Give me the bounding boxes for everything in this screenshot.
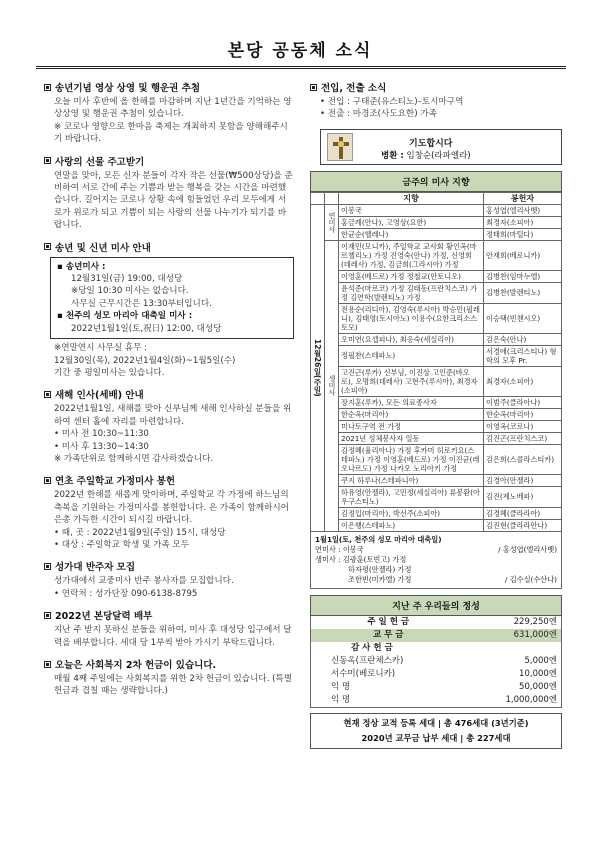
section-heading: 새해 인사(세배) 안내: [55, 390, 144, 402]
section-note: ※ 코로나 영향으로 한마음 축제는 개최하지 못함을 양해해주시기 바랍니다.: [54, 121, 288, 145]
date-cell: 12월26일(주일): [311, 204, 325, 531]
square-bullet-icon: [44, 563, 51, 570]
mass-intention-table: [310, 192, 562, 532]
intention-cell: 이재민(모니카), 주일학교 교사회 황인옥(마르첼리노) 가정 진영숙(안나) 가정, 신영희(데레사) 가정, 김금희(그라시아) 가정: [339, 240, 484, 270]
donor-cell: 김은희(스콜라스티카): [484, 444, 562, 474]
table-row: [311, 333, 562, 345]
prayer-image-icon: [327, 133, 353, 161]
section-new-year-greeting: 새해 인사(세배) 안내 2022년1월1일, 새해를 맞아 신부님께 새해 인사하실 분들을 위하여 센터 홀에 자리를 마련합니다. • 미사 전 10:30~11:30 • 미사 후 13:30~14:30 ※ 가족단위로 함께하시면 감사하겠습니다.: [44, 387, 294, 465]
intention-cell: 장지훈(루카), 모든 의료종사자: [339, 396, 484, 408]
intention-cell: 고진근(루카) 신부님, 이진상 고인준(바오로), 오명희(데레사) 고현주(루시아), 최경자(소피아): [339, 366, 484, 396]
intention-cell: 쿠지 하루나(스테파니아): [339, 474, 484, 486]
mass-schedule-box: ▪ 송년미사 : 12월31일(금) 19:00, 대성당 ※당일 10:30 미사는 없습니다. 사무실 근무시간은 13:30부터입니다. ▪ 천주의 성모 마리아 대축일 미사 : 2022년1월1일(토,祝日) 12:00, 대성당: [50, 257, 294, 339]
title-divider: [36, 66, 566, 69]
donor-cell: 이영옥(코로나): [484, 420, 562, 432]
intention-cell: 전용순(리디아), 김영숙(루시아) 박승민(필레니), 김태영(토시아노) 이용수(요한크리소스토모): [339, 303, 484, 333]
intention-cell: 오미연(요셉피나), 최응숙(세실리아): [339, 333, 484, 345]
table-row: [311, 216, 562, 228]
square-bullet-icon: [44, 391, 51, 398]
donor-cell: 김병찬(발렌티노): [484, 282, 562, 303]
section-heading: 전입, 전출 소식: [321, 83, 387, 94]
right-column: [310, 80, 562, 749]
table-row: [311, 228, 562, 240]
section-heading: 성가대 반주자 모집: [55, 562, 136, 574]
parish-stats: 현재 정상 교적 등록 세대 | 총 476세대 (3년기준) 2020년 교무금 납부 세대 | 총 227세대: [310, 713, 562, 749]
table-row: [311, 270, 562, 282]
donor-cell: 김경아(안젤라): [484, 474, 562, 486]
page-title: 본당 공동체 소식: [227, 41, 373, 61]
intention-cell: 한균순(헬레나): [339, 228, 484, 240]
offering-title: 지난 주 우리들의 정성: [310, 595, 562, 616]
donor-cell: 이승택(빈첸시오): [484, 303, 562, 333]
section-heading: 송년기념 영상 상영 및 행운권 추첨: [55, 83, 201, 94]
donor-cell: 이범주(클라아나): [484, 396, 562, 408]
section-mass-guide: 송년 및 신년 미사 안내 ▪ 송년미사 : 12월31일(금) 19:00, 대성당 ※당일 10:30 미사는 없습니다. 사무실 근무시간은 13:30부터입니다. ▪ 천주의 성모 마리아 대축일 미사 : 2022년1월1일(토,祝日) 12:00, 대성당 ※연말연시 사무실 휴무 : 12월30일(목), 2022년1월4일(화)~1월5일(수) 기간 중 평일미사는 있습니다.: [44, 240, 294, 380]
intention-cell: 정필찬(스테파노): [339, 345, 484, 366]
table-row: [311, 507, 562, 519]
prayer-title: 기도합시다: [409, 138, 453, 149]
intention-cell: 김정입(마리아), 박선주(소피아): [339, 507, 484, 519]
donor-cell: 김진현(클라라안나): [484, 519, 562, 531]
section-heading: 송년 및 신년 미사 안내: [55, 242, 151, 254]
donor-cell: 김경혜(클라라아): [484, 507, 562, 519]
table-row: [311, 420, 562, 432]
table-row: [311, 204, 562, 216]
col-header: 봉헌자: [484, 192, 562, 204]
donor-cell: 최경자(소피아): [484, 366, 562, 396]
group-cell: 생미사: [325, 240, 339, 531]
prayer-box: 기도합시다 병환 : 임창순(라파엘라): [320, 129, 562, 165]
intention-cell: 이봉국: [339, 204, 484, 216]
table-row: [311, 408, 562, 420]
donor-cell: 정태희(마틸다): [484, 228, 562, 240]
intention-cell: 이은행(스테파노): [339, 519, 484, 531]
donor-cell: 홍성엽(엘리사벳): [484, 204, 562, 216]
square-bullet-icon: [44, 477, 51, 484]
prayer-name: 임창순(라파엘라): [406, 150, 471, 161]
donor-cell: 안재희(베로니카): [484, 240, 562, 270]
section-calendar: 2022년 본당달력 배부 지난 주 받지 못하신 분들을 위하여, 미사 후 대성당 입구에서 달력을 배부합니다. 세대 당 1부씩 받아 가시기 부탁드립니다.: [44, 608, 294, 649]
section-body: 연말을 맞아, 모든 신자 분들이 각자 작은 선물(₩500상당)을 준비하여 서로 간에 주는 기쁨과 받는 행복을 갖는 시간을 마련했습니다. 길어지는 코로나 상황 속에 힘들었던 우리 모두에게 서로가 위로가 되고 기쁨이 되는 사랑의 선물 나누기가 되기를 바랍니다.: [54, 170, 293, 231]
donor-cell: 서경애(크리스티나) 형학의 모후 Pr.: [484, 345, 562, 366]
intention-cell: 홍금례(안나), 고영상(요한): [339, 216, 484, 228]
donor-cell: 김진(제노베파): [484, 486, 562, 507]
table-row: [311, 432, 562, 444]
table-row: [311, 474, 562, 486]
table-row: [311, 240, 562, 270]
intention-cell: 윤석준(마르코) 가정 김태동(프란치스코) 가정 김연학(발렌티노) 가정: [339, 282, 484, 303]
section-heading: 사랑의 선물 주고받기: [55, 156, 145, 168]
table-row: [311, 396, 562, 408]
intention-cell: 2021년 성체봉사자 일동: [339, 432, 484, 444]
group-cell: 연미사: [325, 204, 339, 240]
square-bullet-icon: [44, 84, 51, 91]
mass-intention-title: 금주의 미사 지향: [310, 171, 562, 192]
square-bullet-icon: [44, 157, 51, 164]
intention-cell: 하유영(안젤라), 고민정(세실리아) 류봉환(아우구스티노): [339, 486, 484, 507]
section-heading: 2022년 본당달력 배부: [55, 611, 153, 623]
intention-cell: 김정혜(율리아나) 가정 후카미 히로키요(스테파노) 가정 이영훈(베드로) 가정 이진균(레오나르도) 가정 나카오 노리아키 가정: [339, 444, 484, 474]
col-header: 지향: [339, 192, 484, 204]
offering-table: 주 일 헌 금 229,250엔 교 무 금 631,000엔 감 사 헌 금 신동옥(프란체스카) 5,000엔 서수미(베로니카) 10,000엔 익 명 50,000엔 익 명 1,000,000엔: [310, 616, 562, 708]
donor-cell: 김병찬(임마누엘): [484, 270, 562, 282]
section-heading: 오늘은 사회복지 2차 헌금이 있습니다.: [55, 660, 217, 671]
square-bullet-icon: [44, 612, 51, 619]
table-row: [311, 444, 562, 474]
square-bullet-icon: [44, 661, 51, 668]
donor-cell: 김진곤(프란치스코): [484, 432, 562, 444]
section-transfer: 전입, 전출 소식 • 전입 : 구태준(유스티노)–토시마구역 • 전출 : 마경조(사도요한) 가족: [310, 80, 562, 121]
table-row: [311, 486, 562, 507]
section-body: 오늘 미사 후반에 올 한해를 마감하며 지난 1년간을 기억하는 영상상영 및 행운권 추첨이 있습니다.: [54, 97, 292, 120]
donor-cell: 김은숙(안나): [484, 333, 562, 345]
left-column: [44, 80, 294, 706]
table-row: [311, 303, 562, 333]
section-gift: [44, 154, 294, 232]
square-bullet-icon: [44, 243, 51, 250]
table-row: [311, 366, 562, 396]
section-family-mass: 연초 주일학교 가정미사 봉헌 2022년 한해를 새롭게 맞이하며, 주일학교 각 가정에 하느님의 축복을 기원하는 가정미사를 봉헌합니다. 온 가족이 함께하시어 은총 가득한 시간이 되시길 바랍니다. • 때, 곳 : 2022년1월9일(주일) 15시, 대성당 • 대상 : 주일학교 학생 및 가족 모두: [44, 473, 294, 551]
table-row: [311, 519, 562, 531]
table-row: [311, 282, 562, 303]
jan1-mass: 1월1일(토, 천주의 성모 마리아 대축일) 연미사 : 이봉국 / 홍성엽(엘리사벳) 생미사 : 김광훈(토빈고) 가정 하자평(안젤라) 가정 조한빈(미카엘) 가정 / 김수실(수산나): [310, 532, 562, 589]
section-heading: 연초 주일학교 가정미사 봉헌: [55, 476, 176, 488]
table-row: [311, 345, 562, 366]
section-collection: 오늘은 사회복지 2차 헌금이 있습니다. 매월 4째 주일에는 사회복지를 위한 2차 헌금이 있습니다. (특별헌금과 겹칠 때는 생략합니다.): [44, 657, 294, 698]
section-video: [44, 80, 294, 146]
intention-cell: 이영훈(베드로) 가정 정철교(안토니오): [339, 270, 484, 282]
donor-cell: 최경자(소피아): [484, 216, 562, 228]
square-bullet-icon: [310, 84, 317, 91]
section-choir: 성가대 반주자 모집 성가대에서 교중미사 반주 봉사자를 모집합니다. • 연락처 : 성가단장 090-6138-8795: [44, 559, 294, 600]
donor-cell: 한순옥(마리아): [484, 408, 562, 420]
intention-cell: 한순옥(마리아): [339, 408, 484, 420]
intention-cell: 미나토구역 전 가정: [339, 420, 484, 432]
